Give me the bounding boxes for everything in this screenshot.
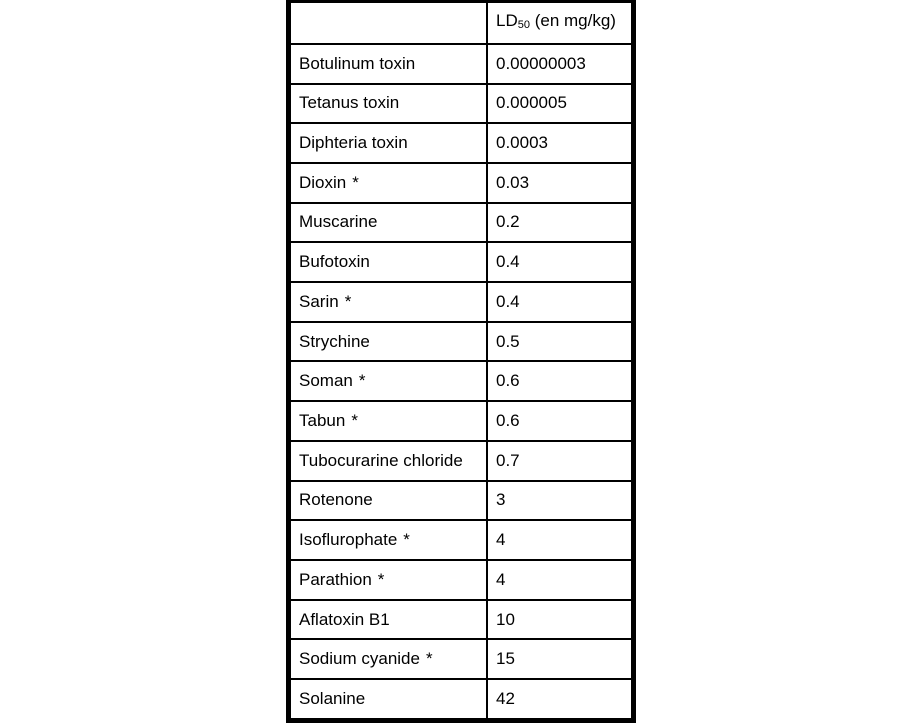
substance-name-cell [290, 600, 487, 640]
table-body [290, 2, 632, 720]
substance-name-cell [290, 163, 487, 203]
table-row [290, 322, 632, 362]
substance-name-cell [290, 441, 487, 481]
substance-name: Sarin [299, 291, 339, 311]
ld50-table [289, 0, 633, 720]
substance-name: Sodium cyanide [299, 649, 420, 669]
substance-name-cell [290, 282, 487, 322]
table-row [290, 123, 632, 163]
substance-name: Tabun [299, 411, 346, 430]
table-row [290, 401, 632, 441]
substance-name: Aflatoxin B1 [299, 609, 390, 629]
asterisk-marker: * [358, 371, 366, 391]
substance-name: Muscarine [299, 212, 378, 232]
substance-name: Botulinum toxin [299, 53, 416, 73]
substance-name-cell [290, 203, 487, 243]
header-ld-subscript: 50 [517, 18, 530, 31]
table-row [290, 600, 632, 640]
asterisk-marker: * [377, 569, 385, 589]
substance-name-cell [290, 560, 487, 600]
substance-name-cell [290, 679, 487, 719]
substance-name-cell [290, 322, 487, 362]
table-row [290, 361, 632, 401]
header-name-cell [290, 2, 487, 44]
ld50-value-cell: 0.2 [487, 203, 632, 243]
substance-name: Dioxin [299, 172, 347, 192]
substance-name-cell [290, 639, 487, 679]
toxicity-table-container [286, 0, 636, 723]
asterisk-marker: * [403, 530, 410, 550]
ld50-value-cell: 0.6 [487, 401, 632, 441]
ld50-value-cell: 15 [487, 639, 632, 679]
substance-name: Strychine [299, 331, 370, 351]
substance-name: Solanine [299, 689, 366, 709]
asterisk-marker: * [351, 411, 358, 430]
table-row [290, 679, 632, 719]
table-row [290, 84, 632, 124]
table-row [290, 560, 632, 600]
ld50-value-cell: 0.6 [487, 361, 632, 401]
table-row [290, 242, 632, 282]
table-row [290, 203, 632, 243]
ld50-value-cell: 0.03 [487, 163, 632, 203]
substance-name-cell [290, 123, 487, 163]
substance-name: Parathion [299, 569, 372, 589]
substance-name: Isoflurophate [299, 530, 398, 550]
ld50-value-cell: 0.5 [487, 322, 632, 362]
substance-name-cell [290, 44, 487, 84]
ld50-value-cell: 3 [487, 481, 632, 521]
table-row [290, 441, 632, 481]
table-row [290, 163, 632, 203]
substance-name-cell [290, 520, 487, 560]
substance-name: Tubocurarine chloride [299, 450, 463, 470]
table-row [290, 282, 632, 322]
substance-name-cell [290, 361, 487, 401]
ld50-value-cell: 10 [487, 600, 632, 640]
ld50-value-cell: 0.00000003 [487, 44, 632, 84]
substance-name: Tetanus toxin [299, 93, 400, 113]
header-unit-label: (en mg/kg) [529, 10, 616, 30]
asterisk-marker: * [425, 649, 433, 669]
ld50-value-cell: 4 [487, 560, 632, 600]
substance-name-cell [290, 401, 487, 441]
ld50-value-cell: 4 [487, 520, 632, 560]
ld50-value-cell: 0.4 [487, 282, 632, 322]
header-value-cell [487, 2, 632, 44]
substance-name: Rotenone [299, 490, 373, 510]
table-row [290, 44, 632, 84]
header-row [290, 2, 632, 44]
substance-name-cell [290, 84, 487, 124]
substance-name: Diphteria toxin [299, 133, 408, 153]
header-ld-label: LD [496, 10, 518, 30]
substance-name: Bufotoxin [299, 252, 370, 272]
table-row [290, 520, 632, 560]
substance-name-cell [290, 481, 487, 521]
table-row [290, 481, 632, 521]
asterisk-marker: * [344, 291, 352, 311]
ld50-value-cell: 42 [487, 679, 632, 719]
ld50-value-cell: 0.000005 [487, 84, 632, 124]
substance-name: Soman [299, 371, 353, 391]
ld50-value-cell: 0.7 [487, 441, 632, 481]
ld50-value-cell: 0.0003 [487, 123, 632, 163]
substance-name-cell [290, 242, 487, 282]
ld50-value-cell: 0.4 [487, 242, 632, 282]
asterisk-marker: * [352, 172, 359, 192]
table-row [290, 639, 632, 679]
